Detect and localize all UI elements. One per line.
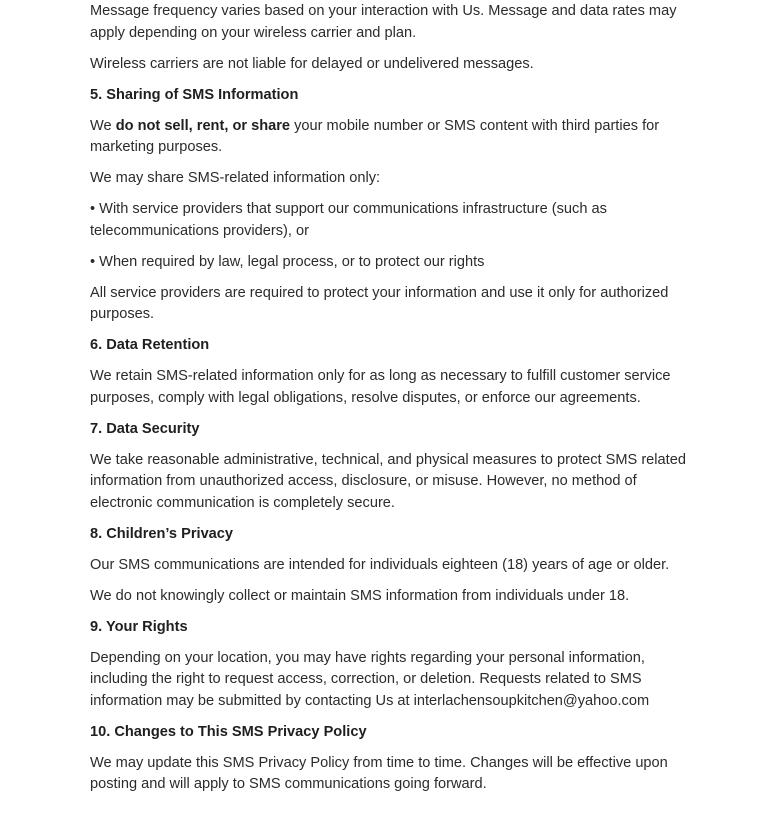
section-heading-children: 8. Children’s Privacy xyxy=(90,525,234,542)
retention-text: We retain SMS-related information only for as long as necessary to fulfill customer service purposes, comply with legal obligations, resolve disputes, or enforce our agreements. xyxy=(90,368,671,406)
section-heading-rights: 9. Your Rights xyxy=(90,618,188,635)
sharing-bullet-service-providers: • With service providers that support our communications infrastructure (such as telecommunications providers), or xyxy=(90,201,607,239)
section-heading-security: 7. Data Security xyxy=(90,420,200,437)
section-heading-retention: 6. Data Retention xyxy=(90,337,210,353)
sharing-providers-obligation-text: All service providers are required to protect your information and use it only for authorized purposes. xyxy=(90,284,669,322)
sharing-bullet-legal: • When required by law, legal process, or to protect our rights xyxy=(90,253,485,270)
carrier-liability-text: Wireless carriers are not liable for delayed or undelivered messages. xyxy=(90,55,534,72)
policy-content xyxy=(90,1,690,805)
sharing-no-sell-suffix: your mobile number or SMS content with third parties for marketing purposes. xyxy=(90,117,660,155)
children-collection-text: We do not knowingly collect or maintain SMS information from individuals under 18. xyxy=(90,587,630,604)
changes-text: We may update this SMS Privacy Policy from time to time. Changes will be effective upon posting and will apply to SMS communications going forward. xyxy=(90,754,668,792)
rights-text: Depending on your location, you may have rights regarding your personal information, including the right to request access, correction, or deletion. Requests related to SMS information may be submitted by contacting Us at interlachensoupkitchen@yahoo.com xyxy=(90,649,650,709)
security-text: We take reasonable administrative, technical, and physical measures to protect SMS related information from unauthorized access, disclosure, or misuse. However, no method of electronic communication is completely secure. xyxy=(90,451,686,511)
sharing-intro-text: We may share SMS-related information only: xyxy=(90,170,381,186)
sharing-no-sell-prefix: We xyxy=(90,117,116,134)
section-heading-sharing: 5. Sharing of SMS Information xyxy=(90,86,299,103)
sharing-no-sell-emphasis: do not sell, rent, or share xyxy=(115,117,291,134)
children-age-text: Our SMS communications are intended for individuals eighteen (18) years of age or older. xyxy=(90,556,670,573)
sharing-no-sell-text xyxy=(90,116,690,159)
section-heading-changes: 10. Changes to This SMS Privacy Policy xyxy=(90,723,367,740)
message-frequency-text: Message frequency varies based on your interaction with Us. Message and data rates may apply depending on your wireless carrier and plan. xyxy=(90,3,677,41)
